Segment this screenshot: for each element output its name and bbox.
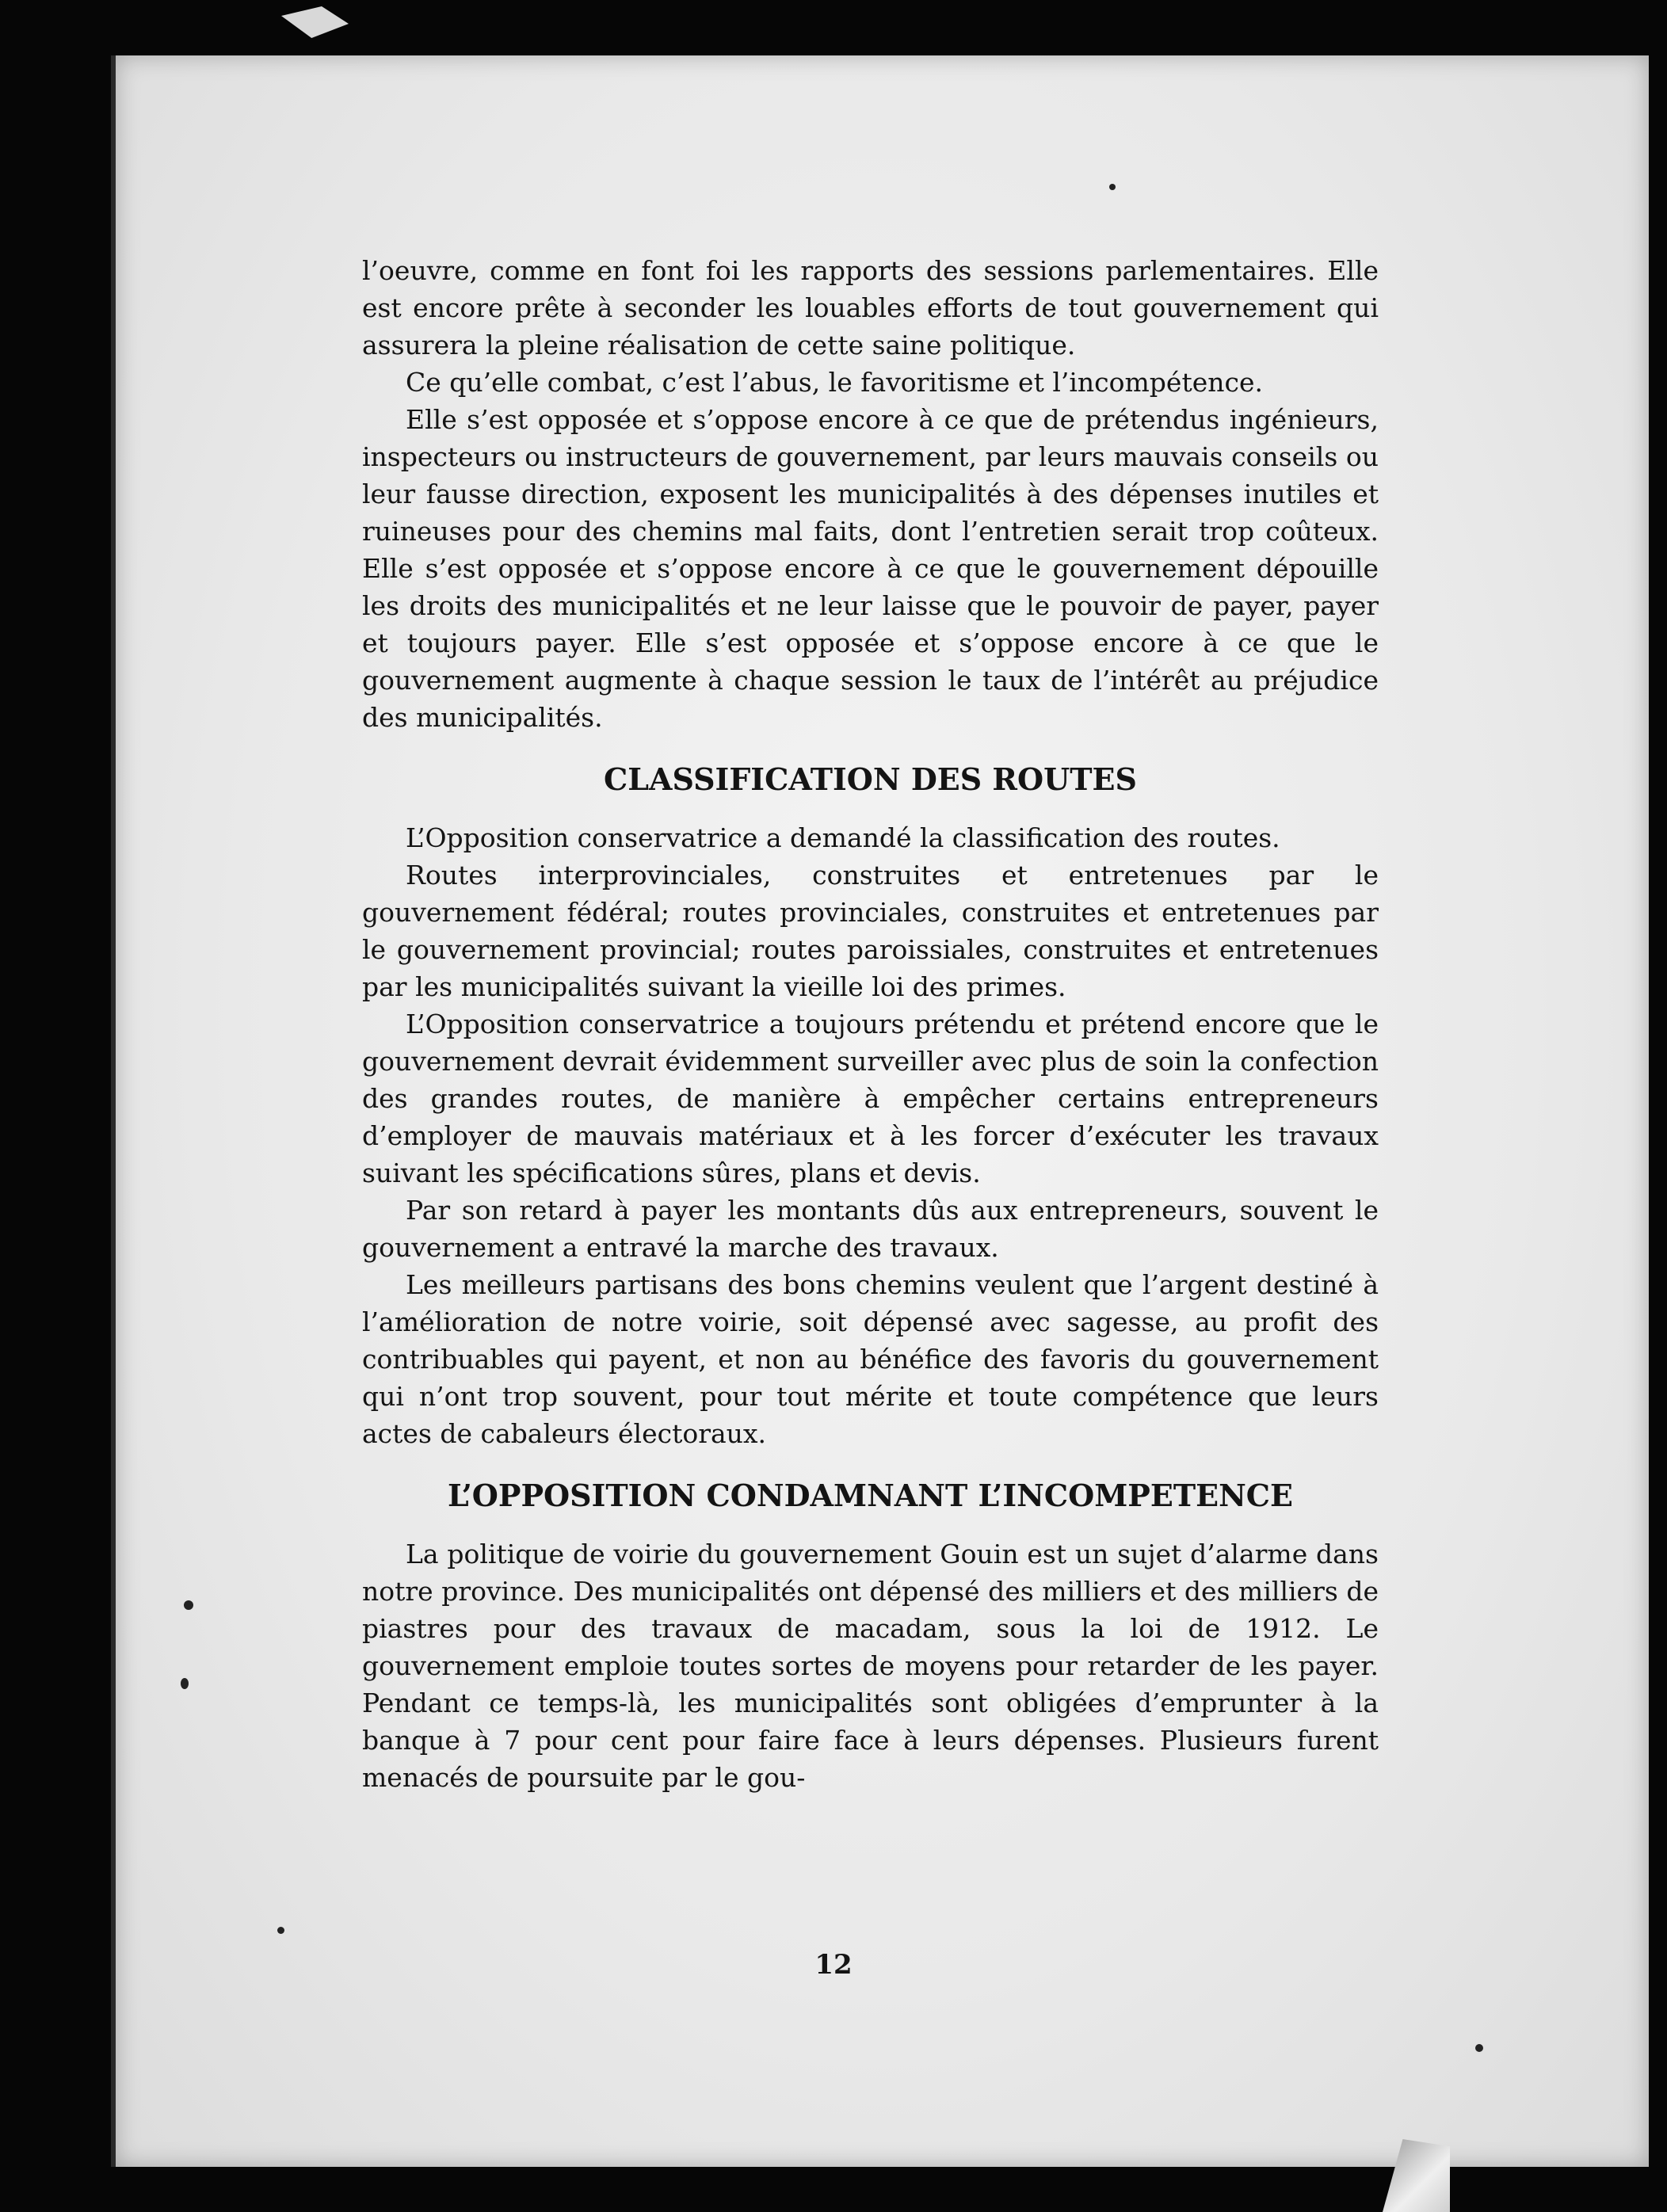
paragraph: Les meilleurs partisans des bons chemins veulent que l’argent destiné à l’amélioration de notre voirie, soit dépensé avec sagesse, au profit des contribuables qui payent, et non au bénéfice des favoris du gouvernement qui n’ont trop souvent, pour tout mérite et toute compétence que leurs actes de cabaleurs électoraux. [362, 1269, 1379, 1449]
paragraph: Ce qu’elle combat, c’est l’abus, le favoritisme et l’incompétence. [406, 367, 1264, 398]
paragraph: La politique de voirie du gouvernement Gouin est un sujet d’alarme dans notre province. Des municipalités ont dépensé des milliers et des milliers de piastres pour des travaux de macadam, sous la loi de 1912. Le gouvernement emploie toutes sortes de moyens pour retarder de les payer. Pendant ce temps-là, les municipalités sont obligées d’emprunter à la banque à 7 pour cent pour faire face à leurs dépenses. Plusieurs furent menacés de poursuite par le gou- [362, 1539, 1379, 1793]
speck [181, 1678, 189, 1689]
speck [277, 1927, 284, 1934]
speck [1109, 184, 1116, 190]
section-heading-opposition: L’OPPOSITION CONDAMNANT L’INCOMPETENCE [447, 1478, 1294, 1513]
paragraph: l’oeuvre, comme en font foi les rapports des sessions parlementaires. Elle est encore prête à seconder les louables efforts de tout gouvernement qui assurera la pleine réalisation de cette saine politique. [362, 255, 1379, 360]
paper-clip-mark [281, 6, 349, 38]
paragraph: Par son retard à payer les montants dûs aux entrepreneurs, souvent le gouvernement a entravé la marche des travaux. [362, 1195, 1379, 1263]
paragraph: L’Opposition conservatrice a toujours prétendu et prétend encore que le gouvernement devrait évidemment surveiller avec plus de soin la confection des grandes routes, de manière à empêcher certains entrepreneurs d’employer de mauvais matériaux et à les forcer d’exécuter les travaux suivant les spécifications sûres, plans et devis. [362, 1009, 1379, 1188]
speck [1475, 2044, 1483, 2052]
paragraph: Elle s’est opposée et s’oppose encore à ce que de prétendus ingénieurs, inspecteurs ou instructeurs de gouvernement, par leurs mauvais conseils ou leur fausse direction, exposent les municipalités à des dépenses inutiles et ruineuses pour des chemins mal faits, dont l’entretien serait trop coûteux. Elle s’est opposée et s’oppose encore à ce que le gouvernement dépouille les droits des municipalités et ne leur laisse que le pouvoir de payer, payer et toujours payer. Elle s’est opposée et s’oppose encore à ce que le gouvernement augmente à chaque session le taux de l’intérêt au préjudice des municipalités. [362, 404, 1379, 733]
speck [184, 1600, 193, 1610]
page-body [362, 252, 1379, 1796]
paragraph: L’Opposition conservatrice a demandé la classification des routes. [406, 822, 1280, 853]
paragraph: Routes interprovinciales, construites et entretenues par le gouvernement fédéral; routes provinciales, construites et entretenues par le gouvernement provincial; routes paroissiales, construites et entretenues par les municipalités suivant la vieille loi des primes. [362, 860, 1379, 1002]
section-heading-classification: CLASSIFICATION DES ROUTES [604, 761, 1137, 797]
page-number: 12 [814, 1949, 853, 1981]
